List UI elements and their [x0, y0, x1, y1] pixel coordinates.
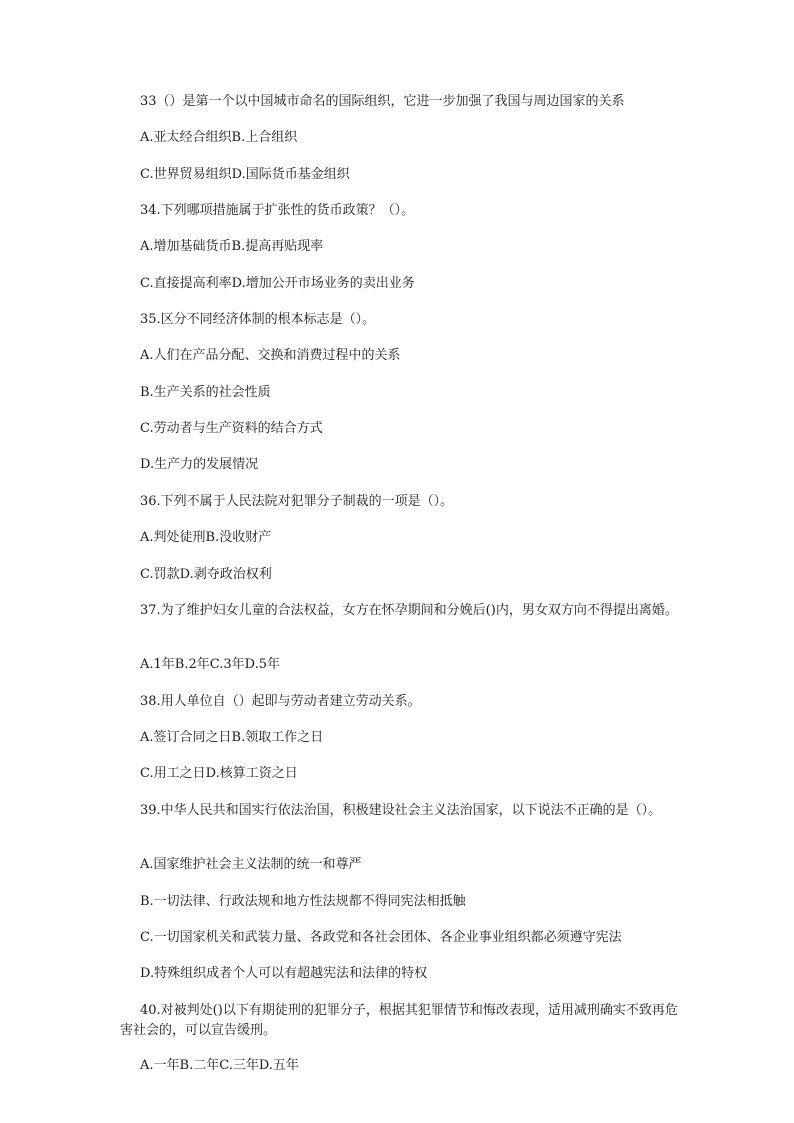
- q38-options-cd: C.用工之日D.核算工资之日: [140, 766, 298, 781]
- q34-stem: 34.下列哪项措施属于扩张性的货币政策？（）。: [140, 203, 415, 218]
- q36-stem: 36.下列不属于人民法院对犯罪分子制裁的一项是（）。: [140, 494, 454, 509]
- q35-option-d: D.生产力的发展情况: [140, 457, 259, 472]
- q34-options-ab: A.增加基础货币B.提高再贴现率: [140, 239, 324, 254]
- q39-option-a: A.国家维护社会主义法制的统一和尊严: [140, 857, 362, 872]
- q36-options-cd: C.罚款D.剥夺政治权利: [140, 567, 272, 582]
- q39-option-b: B.一切法律、行政法规和地方性法规都不得同宪法相抵触: [140, 894, 466, 909]
- q34-options-cd: C.直接提高利率D.增加公开市场业务的卖出业务: [140, 276, 415, 291]
- q37-stem: 37.为了维护妇女儿童的合法权益，女方在怀孕期间和分娩后()内，男女双方向不得提出离婚。: [140, 603, 678, 618]
- q35-option-c: C.劳动者与生产资料的结合方式: [140, 421, 323, 436]
- q36-options-ab: A.判处徒刑B.没收财产: [140, 530, 272, 545]
- q35-stem: 35.区分不同经济体制的根本标志是（）。: [140, 312, 376, 327]
- q40-options: A.一年B.二年C.三年D.五年: [140, 1058, 299, 1073]
- q40-stem: 40.对被判处()以下有期徒刑的犯罪分子，根据其犯罪情节和悔改表现，适用减刑确实不致再危害社会的，可以宣告缓刑。: [120, 1003, 678, 1038]
- q38-stem: 38.用人单位自（）起即与劳动者建立劳动关系。: [140, 694, 421, 709]
- q35-option-b: B.生产关系的社会性质: [140, 385, 271, 400]
- q33-stem: 33（）是第一个以中国城市命名的国际组织，它进一步加强了我国与周边国家的关系: [140, 94, 625, 109]
- q38-options-ab: A.签订合同之日B.领取工作之日: [140, 730, 324, 745]
- q39-option-d: D.特殊组织成者个人可以有超越宪法和法律的特权: [140, 966, 428, 981]
- q39-option-c: C.一切国家机关和武装力量、各政党和各社会团体、各企业事业组织都必须遵守宪法: [140, 930, 622, 945]
- q33-options-cd: C.世界贸易组织D.国际货币基金组织: [140, 167, 350, 182]
- q33-options-ab: A.亚太经合组织B.上合组织: [140, 130, 298, 145]
- q39-stem: 39.中华人民共和国实行依法治国，积极建设社会主义法治国家，以下说法不正确的是（）。: [140, 803, 662, 818]
- q37-options: A.1年B.2年C.3年D.5年: [140, 657, 280, 672]
- q35-option-a: A.人们在产品分配、交换和消费过程中的关系: [140, 348, 401, 363]
